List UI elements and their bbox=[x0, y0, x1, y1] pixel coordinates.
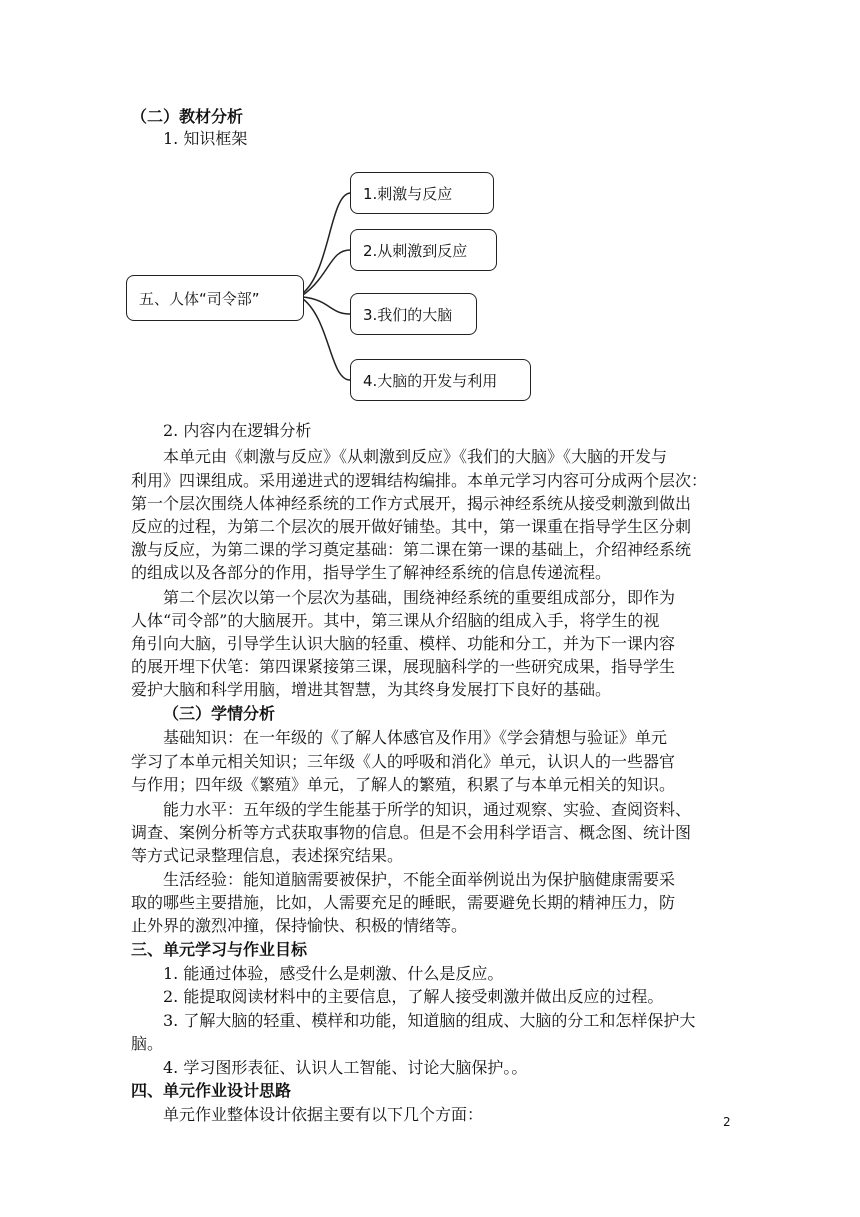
paragraph-line: 学习了本单元相关知识；三年级《人的呼吸和消化》单元，认识人的一些器官 bbox=[131, 752, 676, 771]
paragraph-line: 第一个层次围绕人体神经系统的工作方式展开，揭示神经系统从接受刺激到做出 bbox=[131, 494, 692, 513]
paragraph-line: 反应的过程，为第二个层次的展开做好铺垫。其中，第一课重在指导学生区分刺 bbox=[131, 517, 692, 536]
paragraph-line: 人体“司令部”的大脑展开。其中，第三课从介绍脑的组成入手，将学生的视 bbox=[131, 611, 660, 630]
mindmap-child-node-4 bbox=[350, 359, 531, 401]
mindmap-child-label: 1.刺激与反应 bbox=[363, 184, 453, 203]
mindmap-child-label: 3.我们的大脑 bbox=[363, 305, 453, 324]
paragraph-line: 与作用；四年级《繁殖》单元，了解人的繁殖，积累了与本单元相关的知识。 bbox=[131, 775, 676, 794]
paragraph-line: 利用》四课组成。采用递进式的逻辑结构编排。本单元学习内容可分成两个层次： bbox=[131, 471, 708, 490]
paragraph-line: 激与反应，为第二课的学习奠定基础：第二课在第一课的基础上，介绍神经系统 bbox=[131, 540, 692, 559]
goal-item: 脑。 bbox=[131, 1034, 164, 1053]
paragraph-line: 等方式记录整理信息，表述探究结果。 bbox=[131, 846, 404, 865]
section-heading-goals: 三、单元学习与作业目标 bbox=[131, 940, 308, 959]
paragraph-line: 角引向大脑，引导学生认识大脑的轻重、模样、功能和分工，并为下一课内容 bbox=[131, 634, 676, 653]
paragraph-line: 取的哪些主要措施，比如，人需要充足的睡眠，需要避免长期的精神压力，防 bbox=[131, 893, 676, 912]
goal-item: 1. 能通过体验，感受什么是刺激、什么是反应。 bbox=[163, 964, 504, 983]
paragraph-line: 爱护大脑和科学用脑，增进其智慧，为其终身发展打下良好的基础。 bbox=[131, 680, 612, 699]
paragraph-line: 第二个层次以第一个层次为基础，围绕神经系统的重要组成部分，即作为 bbox=[163, 588, 676, 607]
section-heading-textbook-analysis: （二）教材分析 bbox=[131, 107, 244, 126]
paragraph-line: 的组成以及各部分的作用，指导学生了解神经系统的信息传递流程。 bbox=[131, 563, 612, 582]
mindmap-root-node bbox=[126, 275, 304, 321]
paragraph-line: 基础知识：在一年级的《了解人体感官及作用》《学会猜想与验证》单元 bbox=[163, 728, 668, 747]
mindmap-child-node-3 bbox=[350, 293, 477, 335]
mindmap-root-label: 五、人体“司令部” bbox=[139, 289, 260, 308]
mindmap-child-label: 2.从刺激到反应 bbox=[363, 241, 468, 260]
paragraph-line: 止外界的激烈冲撞，保持愉快、积极的情绪等。 bbox=[131, 916, 468, 935]
section-heading-design: 四、单元作业设计思路 bbox=[131, 1081, 292, 1100]
section-heading-learner-analysis: （三）学情分析 bbox=[163, 704, 276, 723]
goal-item: 2. 能提取阅读材料中的主要信息，了解人接受刺激并做出反应的过程。 bbox=[163, 987, 664, 1006]
paragraph-line: 生活经验：能知道脑需要被保护，不能全面举例说出为保护脑健康需要采 bbox=[163, 870, 676, 889]
paragraph-line: 本单元由《刺激与反应》《从刺激到反应》《我们的大脑》《大脑的开发与 bbox=[163, 447, 668, 466]
knowledge-framework-label: 1. 知识框架 bbox=[163, 129, 248, 148]
paragraph-line: 的展开埋下伏笔：第四课紧接第三课，展现脑科学的一些研究成果，指导学生 bbox=[131, 657, 676, 676]
mindmap-child-label: 4.大脑的开发与利用 bbox=[363, 371, 498, 390]
mindmap-child-node-1 bbox=[350, 172, 494, 214]
paragraph-line: 调查、案例分析等方式获取事物的信息。但是不会用科学语言、概念图、统计图 bbox=[131, 823, 692, 842]
mindmap-child-node-2 bbox=[350, 229, 497, 271]
page-number: 2 bbox=[723, 1115, 731, 1129]
paragraph-line: 能力水平：五年级的学生能基于所学的知识，通过观察、实验、查阅资料、 bbox=[163, 800, 692, 819]
logic-analysis-label: 2. 内容内在逻辑分析 bbox=[163, 421, 312, 440]
goal-item: 3. 了解大脑的轻重、模样和功能，知道脑的组成、大脑的分工和怎样保护大 bbox=[163, 1011, 696, 1030]
design-paragraph: 单元作业整体设计依据主要有以下几个方面： bbox=[163, 1105, 484, 1124]
goal-item: 4. 学习图形表征、认识人工智能、讨论大脑保护。。 bbox=[163, 1058, 528, 1077]
